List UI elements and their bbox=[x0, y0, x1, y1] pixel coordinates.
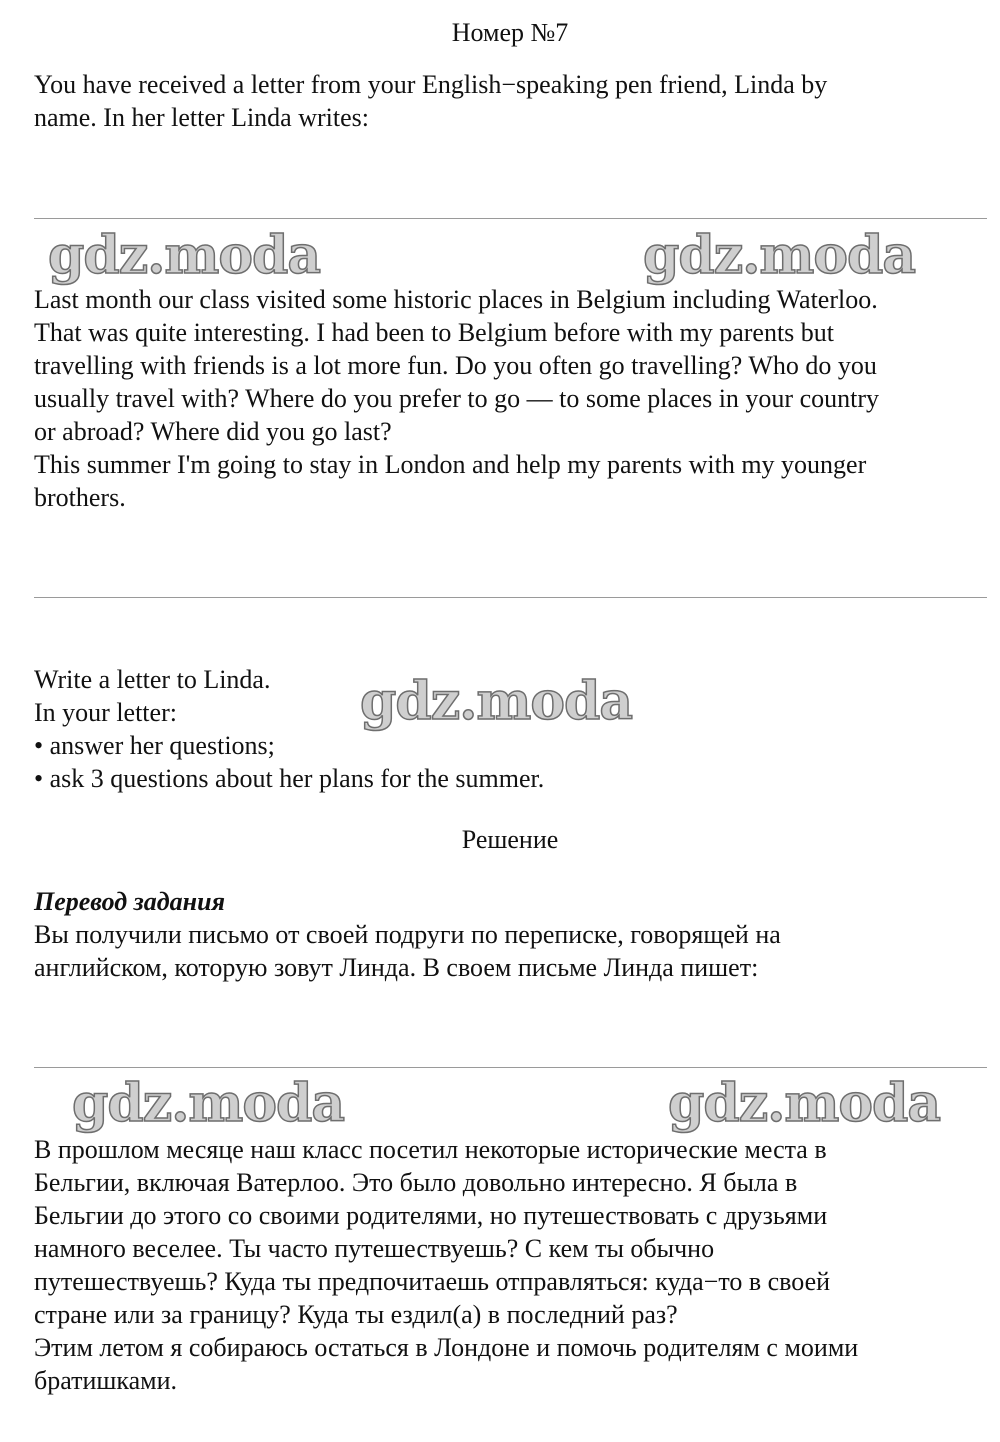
translation-letter-line-7: Этим летом я собираюсь остаться в Лондоне и помочь родителям с моими bbox=[34, 1333, 859, 1362]
letter-line-1: Last month our class visited some historic places in Belgium including Waterloo. bbox=[34, 285, 878, 314]
watermark-logo: gdz.moda bbox=[48, 225, 321, 286]
letter-line-7: brothers. bbox=[34, 483, 126, 512]
translation-heading: Перевод задания bbox=[34, 887, 225, 916]
letter-line-4: usually travel with? Where do you prefer to go — to some places in your country bbox=[34, 384, 880, 413]
watermark-logo: gdz.moda bbox=[360, 671, 633, 732]
translation-intro-line-2: английском, которую зовут Линда. В своем письме Линда пишет: bbox=[34, 953, 759, 982]
task-intro-line-2: name. In her letter Linda writes: bbox=[34, 103, 369, 132]
page-title: Номер №7 bbox=[451, 18, 569, 47]
instruction-bullet-1: • answer her questions; bbox=[34, 731, 275, 760]
letter-line-6: This summer I'm going to stay in London and help my parents with my younger bbox=[34, 450, 867, 479]
instruction-bullet-2: • ask 3 questions about her plans for the summer. bbox=[34, 764, 545, 793]
task-intro-line-1: You have received a letter from your English−speaking pen friend, Linda by bbox=[34, 70, 828, 99]
translation-letter-line-8: братишками. bbox=[34, 1366, 178, 1395]
translation-letter-line-1: В прошлом месяце наш класс посетил некоторые исторические места в bbox=[34, 1135, 827, 1164]
solution-heading: Решение bbox=[461, 825, 559, 854]
watermark-logo: gdz.moda bbox=[668, 1073, 941, 1134]
letter-line-3: travelling with friends is a lot more fun. Do you often go travelling? Who do you bbox=[34, 351, 877, 380]
translation-letter-line-3: Бельгии до этого со своими родителями, но путешествовать с друзьями bbox=[34, 1201, 828, 1230]
letter-line-5: or abroad? Where did you go last? bbox=[34, 417, 392, 446]
letter-top-divider bbox=[34, 218, 987, 219]
letter-bottom-divider bbox=[34, 597, 987, 598]
instruction-line-1: Write a letter to Linda. bbox=[34, 665, 271, 694]
instruction-line-2: In your letter: bbox=[34, 698, 177, 727]
watermark-logo: gdz.moda bbox=[72, 1073, 345, 1134]
translation-intro-line-1: Вы получили письмо от своей подруги по переписке, говорящей на bbox=[34, 920, 781, 949]
translation-letter-line-4: намного веселее. Ты часто путешествуешь? С кем ты обычно bbox=[34, 1234, 715, 1263]
translation-letter-line-5: путешествуешь? Куда ты предпочитаешь отправляться: куда−то в своей bbox=[34, 1267, 831, 1296]
letter-line-2: That was quite interesting. I had been to Belgium before with my parents but bbox=[34, 318, 835, 347]
watermark-logo: gdz.moda bbox=[643, 225, 916, 286]
translation-top-divider bbox=[34, 1067, 987, 1068]
translation-letter-line-2: Бельгии, включая Ватерлоо. Это было довольно интересно. Я была в bbox=[34, 1168, 798, 1197]
translation-letter-line-6: стране или за границу? Куда ты ездил(а) в последний раз? bbox=[34, 1300, 678, 1329]
